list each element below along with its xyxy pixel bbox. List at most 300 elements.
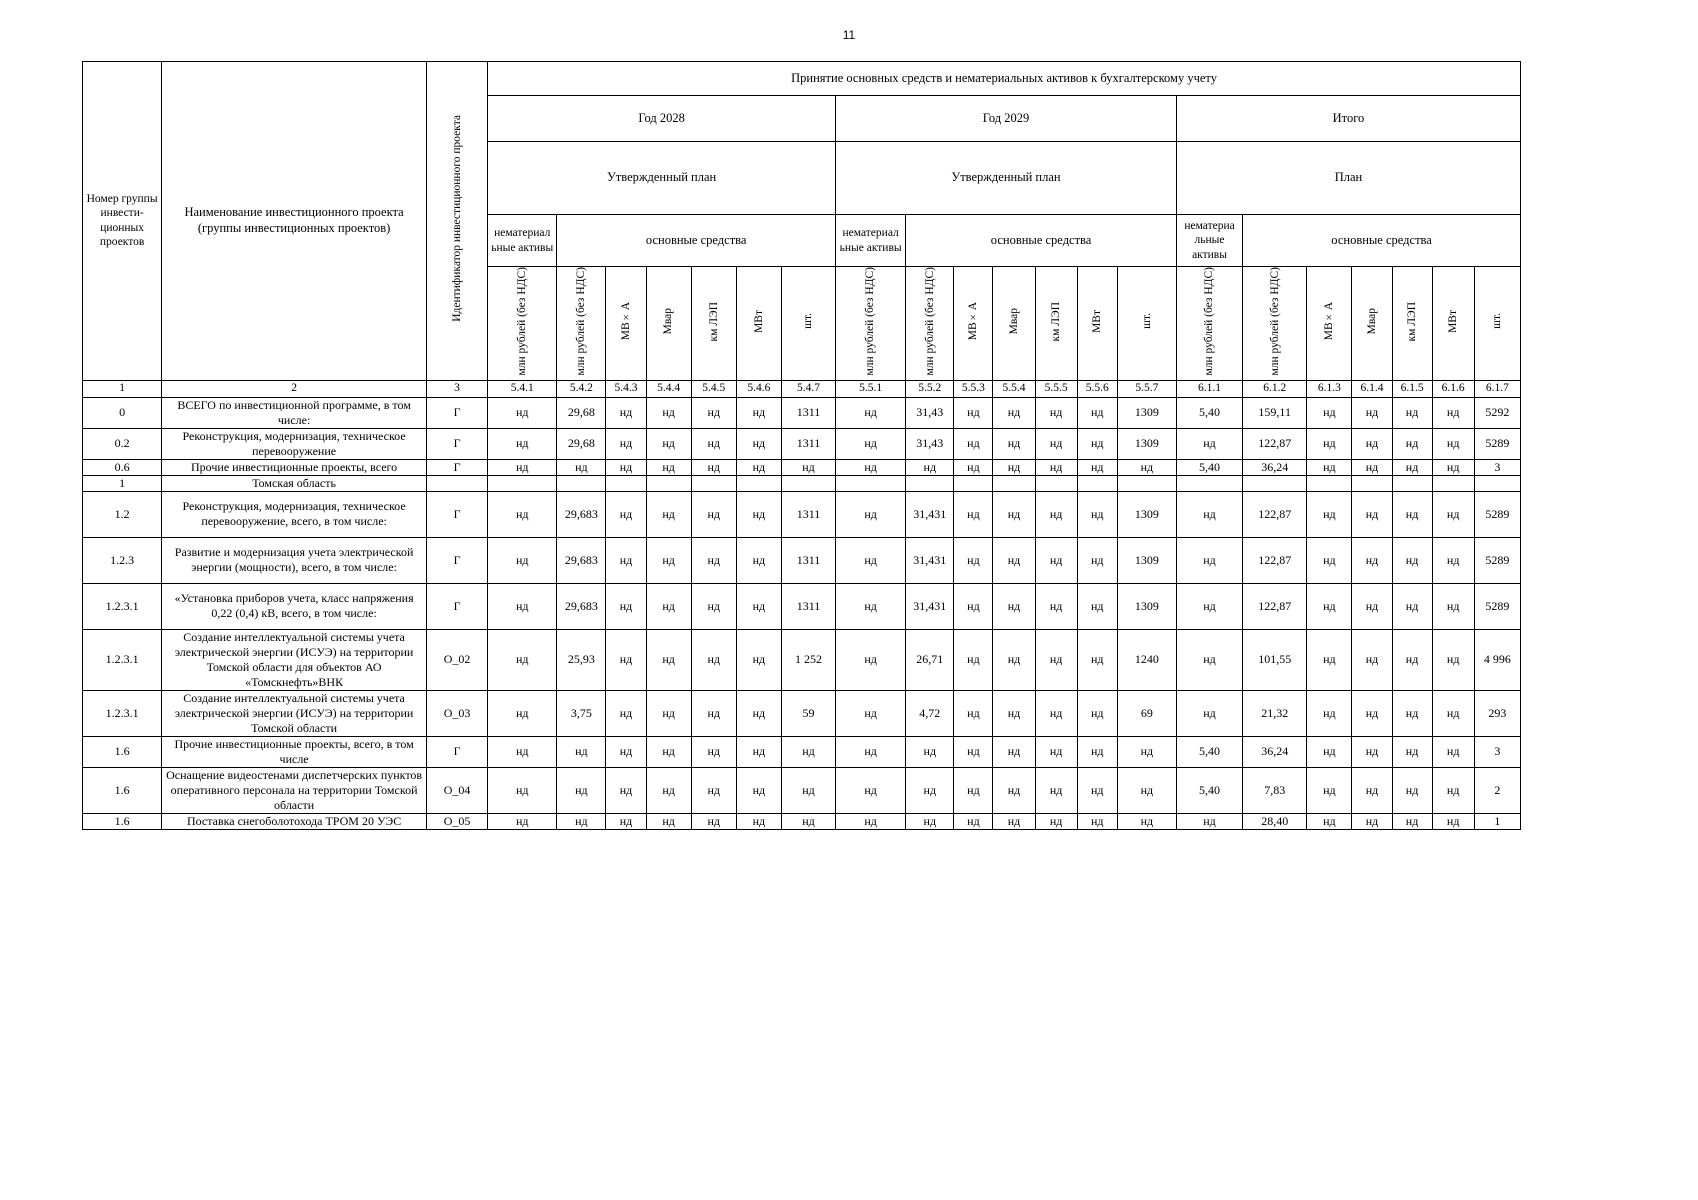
row-value: нд [1307, 491, 1352, 537]
row-value: нд [1035, 629, 1077, 690]
column-number: 5.4.4 [646, 380, 691, 397]
row-value: нд [606, 813, 646, 829]
row-value: нд [906, 459, 954, 475]
row-value: нд [1352, 459, 1392, 475]
row-group-number: 1.2 [83, 491, 162, 537]
row-value [691, 475, 736, 491]
row-value: нд [1392, 736, 1432, 767]
row-value: нд [1392, 767, 1432, 813]
column-number: 6.1.4 [1352, 380, 1392, 397]
unit-header: млн рублей (без НДС) [1176, 267, 1242, 381]
row-value: нд [606, 629, 646, 690]
row-value: нд [1307, 537, 1352, 583]
row-value: нд [1117, 767, 1176, 813]
row-value: нд [606, 537, 646, 583]
row-project-name: «Установка приборов учета, класс напряжения 0,22 (0,4) кВ, всего, в том числе: [162, 583, 427, 629]
row-value: нд [488, 583, 557, 629]
column-number: 6.1.5 [1392, 380, 1432, 397]
unit-header: млн рублей (без НДС) [1243, 267, 1307, 381]
row-value: нд [488, 491, 557, 537]
row-value: 1311 [781, 537, 835, 583]
row-value [646, 475, 691, 491]
row-value: 1309 [1117, 397, 1176, 428]
row-value: нд [736, 397, 781, 428]
row-value: нд [488, 736, 557, 767]
row-value: нд [606, 459, 646, 475]
row-value: нд [1432, 767, 1474, 813]
row-value: нд [1352, 690, 1392, 736]
row-value: 21,32 [1243, 690, 1307, 736]
row-group-number: 0.2 [83, 428, 162, 459]
row-value [1307, 475, 1352, 491]
row-value: нд [488, 767, 557, 813]
row-value: 1309 [1117, 537, 1176, 583]
column-number: 6.1.6 [1432, 380, 1474, 397]
row-value: нд [646, 813, 691, 829]
row-value: нд [1352, 813, 1392, 829]
row-value: нд [993, 690, 1035, 736]
row-value: 59 [781, 690, 835, 736]
row-value [1035, 475, 1077, 491]
intangible-total: нематериа льные активы [1176, 215, 1242, 267]
row-value: 1311 [781, 428, 835, 459]
row-value: нд [691, 583, 736, 629]
row-project-name: Прочие инвестиционные проекты, всего, в том числе [162, 736, 427, 767]
row-value: нд [1392, 813, 1432, 829]
row-value: нд [646, 397, 691, 428]
row-value: нд [836, 537, 906, 583]
header-project-id: Идентификатор инвестиционного проекта [426, 62, 487, 381]
row-value: нд [557, 767, 606, 813]
row-value: 4 996 [1474, 629, 1520, 690]
intangible-2029: нематериал ьные активы [836, 215, 906, 267]
row-project-name: Реконструкция, модернизация, техническое перевооружение, всего, в том числе: [162, 491, 427, 537]
row-value: нд [736, 491, 781, 537]
row-value: нд [1352, 767, 1392, 813]
row-group-number: 1.6 [83, 813, 162, 829]
row-value: нд [954, 583, 993, 629]
row-value: нд [781, 767, 835, 813]
row-project-name: Создание интеллектуальной системы учета электрической энергии (ИСУЭ) на территории Томской области [162, 690, 427, 736]
row-group-number: 1.2.3.1 [83, 690, 162, 736]
row-value: 2 [1474, 767, 1520, 813]
row-value: нд [1035, 583, 1077, 629]
row-value: нд [1176, 583, 1242, 629]
row-value: нд [993, 428, 1035, 459]
row-project-id: Г [426, 397, 487, 428]
row-value: нд [1077, 537, 1117, 583]
row-value [1243, 475, 1307, 491]
row-value: нд [1307, 583, 1352, 629]
row-value: 1311 [781, 491, 835, 537]
row-value: нд [1307, 459, 1352, 475]
unit-header: млн рублей (без НДС) [557, 267, 606, 381]
table-row [83, 767, 1521, 813]
row-value: нд [1392, 428, 1432, 459]
period-total: Итого [1176, 96, 1520, 142]
row-project-name: Реконструкция, модернизация, техническое перевооружение [162, 428, 427, 459]
row-project-id: Г [426, 583, 487, 629]
row-project-id: Г [426, 491, 487, 537]
row-value: нд [781, 813, 835, 829]
row-value: нд [993, 459, 1035, 475]
row-value: нд [993, 736, 1035, 767]
row-value: 159,11 [1243, 397, 1307, 428]
row-value: 1309 [1117, 491, 1176, 537]
row-value: нд [1077, 428, 1117, 459]
row-value: нд [1307, 813, 1352, 829]
row-value: нд [606, 767, 646, 813]
row-value: нд [1035, 428, 1077, 459]
row-value: нд [1176, 428, 1242, 459]
row-value: 28,40 [1243, 813, 1307, 829]
row-value: нд [1307, 629, 1352, 690]
unit-header: Мвар [646, 267, 691, 381]
row-value: 31,431 [906, 537, 954, 583]
row-value: нд [646, 767, 691, 813]
row-value: нд [836, 583, 906, 629]
row-value: нд [1432, 537, 1474, 583]
row-value: нд [1392, 397, 1432, 428]
row-project-id: О_02 [426, 629, 487, 690]
row-value: нд [836, 459, 906, 475]
column-number: 5.5.4 [993, 380, 1035, 397]
row-value: нд [1117, 813, 1176, 829]
table-row [83, 813, 1521, 829]
fixed-assets-2028: основные средства [557, 215, 836, 267]
fixed-assets-total: основные средства [1243, 215, 1521, 267]
column-number: 5.4.1 [488, 380, 557, 397]
unit-header: МВт [736, 267, 781, 381]
row-value: нд [1392, 491, 1432, 537]
unit-header: Мвар [993, 267, 1035, 381]
row-value: нд [836, 629, 906, 690]
row-value: нд [1077, 690, 1117, 736]
table-row [83, 736, 1521, 767]
unit-header: млн рублей (без НДС) [906, 267, 954, 381]
row-value: нд [1432, 428, 1474, 459]
column-number: 5.5.5 [1035, 380, 1077, 397]
row-value: 1 [1474, 813, 1520, 829]
fixed-assets-2029: основные средства [906, 215, 1177, 267]
column-number: 2 [162, 380, 427, 397]
row-value: нд [1432, 583, 1474, 629]
row-value: нд [1352, 629, 1392, 690]
row-value: нд [736, 583, 781, 629]
row-value: нд [691, 767, 736, 813]
plan-2029: Утвержденный план [836, 142, 1177, 215]
row-value: нд [691, 491, 736, 537]
row-group-number: 1.6 [83, 736, 162, 767]
row-value: 293 [1474, 690, 1520, 736]
unit-header: МВ×А [1307, 267, 1352, 381]
row-value: нд [1035, 767, 1077, 813]
row-group-number: 1 [83, 475, 162, 491]
row-value: 1309 [1117, 428, 1176, 459]
row-value: нд [1077, 813, 1117, 829]
row-value: 1309 [1117, 583, 1176, 629]
column-number: 5.5.7 [1117, 380, 1176, 397]
row-value: нд [906, 736, 954, 767]
row-value: нд [1176, 813, 1242, 829]
row-value: нд [993, 397, 1035, 428]
row-value: нд [1352, 736, 1392, 767]
table-row [83, 629, 1521, 690]
row-value: нд [691, 459, 736, 475]
row-value: нд [1077, 629, 1117, 690]
row-project-id [426, 475, 487, 491]
row-value: нд [906, 767, 954, 813]
row-project-id: О_04 [426, 767, 487, 813]
row-value: нд [1432, 813, 1474, 829]
row-value [488, 475, 557, 491]
row-value: нд [836, 397, 906, 428]
table-row [83, 475, 1521, 491]
table-row [83, 459, 1521, 475]
row-value: 3,75 [557, 690, 606, 736]
row-value: нд [993, 537, 1035, 583]
table-row [83, 537, 1521, 583]
row-value: нд [954, 397, 993, 428]
row-value: 29,68 [557, 397, 606, 428]
row-value: 29,683 [557, 537, 606, 583]
row-value: нд [606, 397, 646, 428]
row-value: нд [1432, 459, 1474, 475]
row-value: нд [954, 537, 993, 583]
row-value: нд [736, 813, 781, 829]
row-value: нд [606, 583, 646, 629]
row-value: нд [1392, 629, 1432, 690]
row-value: нд [557, 459, 606, 475]
row-value: нд [781, 459, 835, 475]
row-value: нд [646, 537, 691, 583]
row-value: 101,55 [1243, 629, 1307, 690]
row-value [1117, 475, 1176, 491]
row-value: нд [836, 491, 906, 537]
row-value: нд [646, 629, 691, 690]
row-value [557, 475, 606, 491]
page-number: 11 [842, 28, 856, 42]
unit-header: Мвар [1352, 267, 1392, 381]
row-value [606, 475, 646, 491]
row-value: нд [836, 690, 906, 736]
row-value: нд [1035, 813, 1077, 829]
row-value [836, 475, 906, 491]
row-value: 3 [1474, 736, 1520, 767]
row-value: нд [488, 397, 557, 428]
row-value: 31,43 [906, 397, 954, 428]
row-value: нд [646, 491, 691, 537]
unit-header: шт. [1117, 267, 1176, 381]
row-value: нд [1035, 736, 1077, 767]
row-value: нд [488, 537, 557, 583]
unit-header: шт. [1474, 267, 1520, 381]
row-value: нд [1035, 690, 1077, 736]
row-value: нд [836, 736, 906, 767]
column-number: 5.4.2 [557, 380, 606, 397]
row-value: нд [606, 736, 646, 767]
row-project-id: О_03 [426, 690, 487, 736]
row-value: нд [906, 813, 954, 829]
row-value: нд [993, 629, 1035, 690]
row-value: нд [736, 428, 781, 459]
row-value: нд [1035, 491, 1077, 537]
row-value: нд [736, 767, 781, 813]
row-value: нд [1077, 491, 1117, 537]
row-value: нд [1432, 690, 1474, 736]
table-header [83, 62, 1521, 398]
row-value: нд [646, 583, 691, 629]
row-value: нд [954, 813, 993, 829]
row-project-id: Г [426, 428, 487, 459]
row-project-name: Развитие и модернизация учета электрической энергии (мощности), всего, в том числе: [162, 537, 427, 583]
period-2028: Год 2028 [488, 96, 836, 142]
row-value: нд [1352, 397, 1392, 428]
row-value: нд [646, 428, 691, 459]
row-value: нд [1307, 767, 1352, 813]
row-group-number: 1.2.3.1 [83, 583, 162, 629]
row-value: нд [1117, 736, 1176, 767]
row-project-name: Прочие инвестиционные проекты, всего [162, 459, 427, 475]
row-value [1176, 475, 1242, 491]
row-value: нд [646, 736, 691, 767]
row-value [1432, 475, 1474, 491]
row-value: 5,40 [1176, 459, 1242, 475]
row-group-number: 0.6 [83, 459, 162, 475]
header-title: Принятие основных средств и нематериальных активов к бухгалтерскому учету [488, 62, 1521, 96]
period-2029: Год 2029 [836, 96, 1177, 142]
row-value: нд [1077, 583, 1117, 629]
row-value: 5,40 [1176, 736, 1242, 767]
table-body [83, 397, 1521, 829]
table-row [83, 583, 1521, 629]
row-value: нд [1307, 736, 1352, 767]
header-group-number: Номер группы инвести-ционных проектов [83, 62, 162, 381]
row-value: нд [954, 629, 993, 690]
column-number: 5.5.2 [906, 380, 954, 397]
column-number: 5.5.3 [954, 380, 993, 397]
row-value: нд [1432, 491, 1474, 537]
column-number: 5.4.5 [691, 380, 736, 397]
row-value: нд [954, 459, 993, 475]
row-value: нд [691, 428, 736, 459]
row-value: 5,40 [1176, 397, 1242, 428]
intangible-2028: нематериал ьные активы [488, 215, 557, 267]
row-value: 1 252 [781, 629, 835, 690]
row-value: нд [488, 629, 557, 690]
row-value: 26,71 [906, 629, 954, 690]
row-value: нд [736, 537, 781, 583]
row-value: 3 [1474, 459, 1520, 475]
row-value: нд [836, 767, 906, 813]
column-number: 1 [83, 380, 162, 397]
column-number: 6.1.7 [1474, 380, 1520, 397]
row-value: нд [1077, 767, 1117, 813]
row-value: 5289 [1474, 491, 1520, 537]
row-value: 31,43 [906, 428, 954, 459]
row-value: нд [736, 459, 781, 475]
row-value: нд [1077, 397, 1117, 428]
unit-header: км ЛЭП [691, 267, 736, 381]
column-number: 5.4.3 [606, 380, 646, 397]
row-value: нд [557, 813, 606, 829]
row-group-number: 1.2.3.1 [83, 629, 162, 690]
row-value: нд [488, 459, 557, 475]
column-number: 3 [426, 380, 487, 397]
row-project-id: Г [426, 537, 487, 583]
row-value: нд [1176, 629, 1242, 690]
row-value: нд [691, 537, 736, 583]
row-value [1474, 475, 1520, 491]
row-value: нд [691, 736, 736, 767]
row-value: нд [1352, 428, 1392, 459]
unit-header: МВ×А [606, 267, 646, 381]
row-project-id: Г [426, 736, 487, 767]
row-value: нд [488, 813, 557, 829]
unit-header: млн рублей (без НДС) [488, 267, 557, 381]
row-value [1392, 475, 1432, 491]
column-number: 5.4.7 [781, 380, 835, 397]
plan-2028: Утвержденный план [488, 142, 836, 215]
row-value: нд [954, 690, 993, 736]
unit-header: шт. [781, 267, 835, 381]
row-value: нд [1432, 629, 1474, 690]
row-project-id: Г [426, 459, 487, 475]
row-project-name: Поставка снегоболотохода ТРОМ 20 УЭС [162, 813, 427, 829]
column-number: 5.5.6 [1077, 380, 1117, 397]
row-value: нд [1352, 491, 1392, 537]
row-value: нд [1176, 690, 1242, 736]
row-value: нд [1035, 459, 1077, 475]
row-value: нд [1117, 459, 1176, 475]
row-value: 1311 [781, 397, 835, 428]
row-value: нд [993, 767, 1035, 813]
row-value: нд [1307, 690, 1352, 736]
row-value: нд [993, 813, 1035, 829]
row-value: нд [1035, 397, 1077, 428]
row-value: нд [646, 459, 691, 475]
row-value: нд [606, 428, 646, 459]
row-value: 25,93 [557, 629, 606, 690]
table-row [83, 491, 1521, 537]
row-value: 1311 [781, 583, 835, 629]
column-number: 5.4.6 [736, 380, 781, 397]
row-value: нд [1392, 459, 1432, 475]
row-value: нд [1432, 736, 1474, 767]
row-value: 36,24 [1243, 736, 1307, 767]
row-value: 122,87 [1243, 491, 1307, 537]
unit-header: млн рублей (без НДС) [836, 267, 906, 381]
column-number: 6.1.1 [1176, 380, 1242, 397]
row-value: нд [691, 813, 736, 829]
row-value: нд [1035, 537, 1077, 583]
row-value: 122,87 [1243, 537, 1307, 583]
row-project-name: Создание интеллектуальной системы учета электрической энергии (ИСУЭ) на территории Томской области для объектов АО «Томскнефть»ВНК [162, 629, 427, 690]
row-value: 5,40 [1176, 767, 1242, 813]
unit-header: км ЛЭП [1392, 267, 1432, 381]
row-value: нд [1307, 428, 1352, 459]
row-value: нд [606, 690, 646, 736]
row-value: нд [736, 736, 781, 767]
unit-header: МВт [1432, 267, 1474, 381]
row-value: нд [691, 629, 736, 690]
row-value: 69 [1117, 690, 1176, 736]
row-value: нд [1352, 537, 1392, 583]
row-value: нд [1077, 736, 1117, 767]
row-value: нд [1176, 491, 1242, 537]
row-value: 31,431 [906, 583, 954, 629]
table-row [83, 428, 1521, 459]
